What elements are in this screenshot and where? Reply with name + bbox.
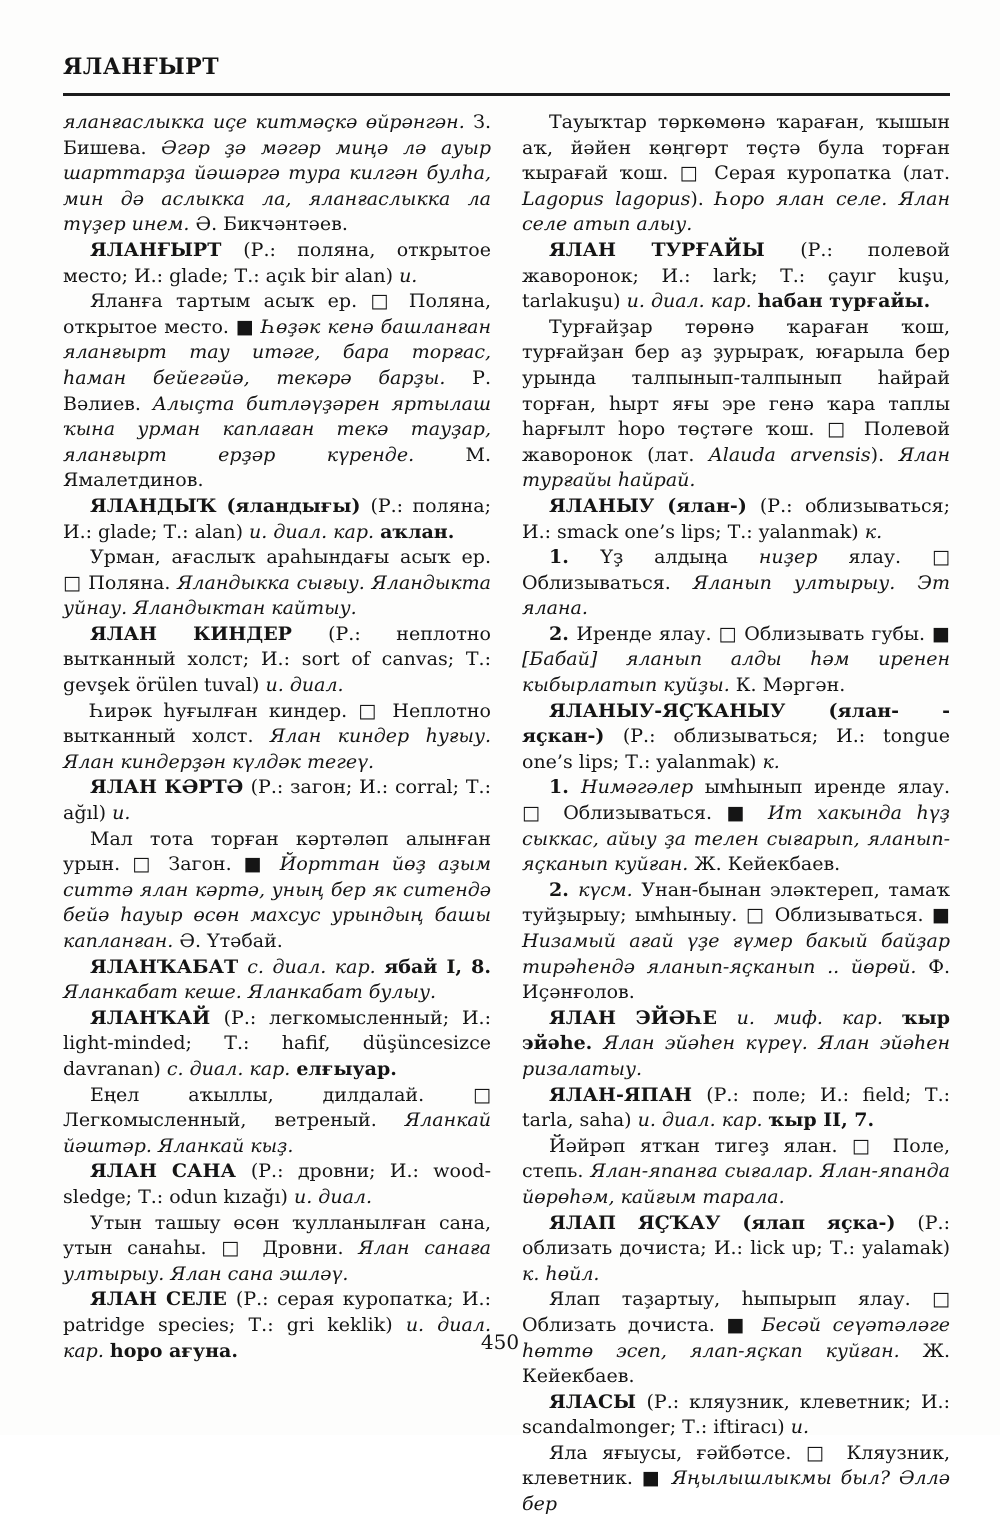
paragraph	[522, 699, 950, 776]
paragraph	[63, 110, 491, 238]
paragraph	[522, 315, 950, 494]
italic-run: Бесәй сеүәтәләге һөттө эсеп, ялап-яҫкап куйған.	[522, 1313, 951, 1362]
italic-run: Ялан санаға ултырыу. Ялан сана эшләү.	[63, 1237, 491, 1285]
bold-run: ЯЛАН-ЯПАН	[549, 1083, 707, 1106]
text-run: (Р.: загон; И.: corral; Т.: ağıl)	[63, 776, 491, 825]
bold-run: ябай I, 8.	[384, 955, 491, 978]
bold-run: ЯЛАН КИНДЕР	[90, 622, 329, 645]
header-rule	[63, 93, 950, 96]
text-run: Ә. Бикчәнтәев.	[195, 213, 348, 236]
paragraph	[522, 1134, 950, 1211]
italic-run: к.	[762, 750, 780, 773]
italic-run: и.	[112, 802, 131, 825]
italic-run: и. диал. кар.	[637, 1109, 769, 1132]
text-run: (Р.: поляна, открытое место; И.: glade; Т.: açık bir alan)	[63, 238, 491, 287]
bold-run: һоро ағуна.	[109, 1339, 238, 1362]
text-run: Ж. Кейекбаев.	[694, 853, 841, 876]
italic-run: и. миф. кар.	[736, 1006, 902, 1029]
paragraph	[63, 545, 491, 622]
text-run: Яла яғыусы, ғәйбәтсе. □ Кляузник, клеветник. ■	[522, 1441, 950, 1490]
text-run: Үҙ алдыңа	[600, 546, 759, 569]
italic-run: Әгәр ҙә мәгәр миңә лә ауыр шарттарҙа йәшәргә тура килгән булһа, мин дә аслыкка ла, яланғаслыкка ла түҙер инем.	[63, 136, 491, 236]
italic-run: и. диал. кар.	[249, 520, 381, 543]
text-run: Ялап таҙартыу, һыпырып ялау. □ Облизать дочиста. ■	[522, 1288, 950, 1336]
paragraph	[63, 1159, 491, 1210]
text-run: Иренде ялау. □ Облизывать губы. ■	[576, 622, 951, 645]
bold-run: ЯЛАСЫ	[549, 1390, 647, 1413]
italic-run: Низамый ағай үҙе ғүмер бакый байҙар тирәһендә яланып-яҫканып .. йөрөй.	[522, 930, 950, 978]
italic-run: Ялан киндер һуғыу. Ялан киндерҙән күлдәк тегеү.	[63, 725, 492, 773]
paragraph	[63, 238, 491, 289]
italic-run: Алыҫта битләүҙәрен яртылаш ҡына урман каплаған текә тауҙар, яланғырт ерҙәр күренде.	[63, 392, 491, 466]
paragraph	[522, 1390, 950, 1441]
text-run: ).	[690, 187, 716, 210]
bold-run: 2.	[549, 878, 579, 901]
bold-run: ЯЛАНҠАБАТ	[90, 955, 248, 978]
italic-run: с. диал. кар.	[166, 1057, 297, 1080]
italic-run: Ялан турғайы һайрай.	[522, 443, 950, 492]
paragraph	[522, 622, 950, 699]
page-number: 450	[480, 1330, 520, 1354]
left-column	[63, 110, 491, 1518]
paragraph	[522, 110, 950, 238]
paragraph	[63, 1006, 491, 1083]
paragraph	[63, 827, 491, 955]
bold-run: елғыуар.	[296, 1057, 397, 1080]
text-run: Р. Вәлиев.	[63, 366, 491, 415]
italic-run: [Бабай] яланып алды һәм иренен кыбырлатып куйҙы.	[522, 648, 950, 697]
text-run: (Р.: облизываться; И.: tongue one’s lips; Т.: yalanmak)	[522, 725, 950, 773]
text-run: (Р.: серая куропатка; И.: patridge species; Т.: gri keklik)	[63, 1288, 491, 1336]
italic-run: Ялан эйәһен күреү. Ялан эйәһен ризалатыу.	[522, 1032, 950, 1080]
text-run: (Р.: кляузник, клеветник; И.: scandalmonger; Т.: iftiracı)	[522, 1390, 950, 1439]
paragraph	[522, 1441, 950, 1518]
italic-run: Яланкабат кеше. Яланкабат булыу.	[63, 981, 437, 1004]
italic-run: күсм.	[578, 878, 642, 901]
paragraph	[522, 238, 950, 315]
text-run: ялау. □ Облизываться.	[522, 546, 950, 594]
paragraph	[63, 1083, 491, 1160]
text-run: Урман, ағаслыҡ араһындағы асыҡ ер. □ Поляна.	[63, 546, 491, 594]
italic-run: Һоро ялан селе. Ялан селе атып алыу.	[522, 187, 950, 236]
italic-run: и. диал. кар.	[63, 1313, 492, 1362]
text-run: Һирәк һуғылған киндер. □ Неплотно вытканный холст.	[63, 699, 491, 748]
text-run: (Р.: поле; И.: field; Т.: tarla, saha)	[522, 1083, 951, 1132]
text-run: Ж. Кейекбаев.	[522, 1339, 950, 1388]
text-run: Турғайҙар төрөнә ҡараған ҡош, турғайҙан бер аҙ ҙурыраҡ, юғарыла бер урында талпынып-талпынып һайрай торған, һырт яғы эре генә ҡара таплы һарғылт һоро төҫтәге ҡош. □ Полевой жаворонок (лат.	[522, 315, 950, 466]
bold-run: 1.	[549, 776, 582, 799]
paragraph	[63, 289, 491, 494]
italic-run: к. һөйл.	[522, 1262, 600, 1285]
bold-run: ЯЛАН ЭЙӘҺЕ	[549, 1006, 737, 1029]
bold-run: ЯЛАНЫУ (ялан-)	[549, 494, 760, 517]
paragraph	[522, 775, 950, 877]
text-run: Тауыҡтар төркөмөнә ҡараған, ҡышын аҡ, йәйен көңгөрт төҫтә була торған ҡырағай ҡош. □ Серая куропатка (лат.	[522, 111, 950, 185]
paragraph	[522, 1083, 950, 1134]
bold-run: ҡыр II, 7.	[768, 1109, 875, 1132]
paragraph	[63, 494, 491, 545]
italic-run: яланғаслыкка иҫе китмәҫкә өйрәнгән.	[63, 111, 474, 133]
text-run: М. Ямалетдинов.	[63, 443, 491, 492]
bold-run: ЯЛАН КӘРТӘ	[90, 776, 251, 799]
text-run: (Р.: неплотно вытканный холст; И.: sort of canvas; Т.: gevşek örülen tuval)	[63, 622, 492, 697]
text-run: Еңел аҡыллы, дилдалай. □ Легкомысленный, ветреный.	[63, 1083, 491, 1132]
bold-run: ЯЛАНЫУ-ЯҪҠАНЫУ (ялан- - яҫкан-)	[522, 699, 950, 748]
text-columns	[63, 110, 950, 1518]
bold-run: ЯЛАНҒЫРТ	[90, 238, 244, 261]
text-run: (Р.: облизать дочиста; И.: lick up; Т.: yalamak)	[522, 1211, 950, 1260]
paragraph	[522, 545, 950, 622]
bold-run: ЯЛАНҠАЙ	[90, 1006, 224, 1029]
paragraph	[522, 1006, 950, 1083]
paragraph	[63, 955, 491, 1006]
bold-run: ЯЛАН ТУРҒАЙЫ	[549, 238, 801, 261]
bold-run: ЯЛАН САНА	[90, 1160, 251, 1183]
italic-run: Яңылышлыкмы был? Әллә бер	[522, 1467, 950, 1516]
text-run: (Р.: легкомысленный; И.: light-minded; Т.: hafif, düşüncesizce davranan)	[63, 1006, 491, 1080]
italic-run: и. диал. кар.	[626, 290, 758, 313]
italic-run: с. диал. кар.	[247, 955, 385, 978]
paragraph	[522, 878, 950, 1006]
text-run: (Р.: облизываться; И.: smack one’s lips; Т.: yalanmak)	[522, 494, 950, 543]
text-run: Ф. Иҫәнғолов.	[522, 955, 950, 1004]
text-run: ымһынып иренде ялау. □ Облизываться. ■	[522, 776, 950, 825]
bold-run: ЯЛАП ЯҪҠАУ (ялап яҫка-)	[549, 1211, 918, 1234]
text-run: (Р.: поляна; И.: glade; Т.: alan)	[63, 494, 492, 543]
paragraph	[522, 494, 950, 545]
paragraph	[63, 622, 491, 699]
text-run: ).	[870, 443, 899, 466]
right-column	[522, 110, 950, 1518]
text-run: Унан-бынан эләктереп, тамаҡ туйҙырыу; ымһыныу. □ Облизываться. ■	[522, 878, 950, 927]
bold-run: аҡлан.	[380, 520, 455, 543]
italic-run: Яланып ултырыу. Эт ялана.	[522, 571, 950, 620]
text-run: Ә. Үтәбай.	[179, 930, 283, 952]
italic-run: Һөҙәк кенә башланған яланғырт тау итәге, бара торғас, һаман бейегәйә, текәрә барҙы.	[63, 315, 491, 389]
italic-run: Lagopus lagopus	[522, 187, 691, 210]
italic-run: и.	[399, 264, 418, 287]
bold-run: ЯЛАН СЕЛЕ	[90, 1288, 236, 1311]
italic-run: Йорттан йөҙ аҙым ситтә ялан кәртә, уның бер як ситендә бейә һауыр өсөн махсус урындың башы капланған.	[63, 853, 491, 952]
italic-run: Ит хакында һүҙ сыккас, айыу ҙа телен сығарып, яланып-яҫканып куйған.	[522, 802, 951, 876]
text-run: Утын ташыу өсөн ҡулланылған сана, утын санаһы. □ Дровни.	[63, 1211, 491, 1260]
bold-run: һабан турғайы.	[757, 290, 931, 313]
italic-run: и. диал.	[293, 1185, 373, 1208]
bold-run: 1.	[549, 546, 601, 569]
paragraph	[63, 1211, 491, 1288]
italic-run: Яландыкка сығыу. Яландыкта уйнау. Яландыктан кайтыу.	[63, 571, 491, 620]
paragraph	[522, 1211, 950, 1288]
text-run: К. Мәргән.	[735, 674, 846, 697]
bold-run: ЯЛАНДЫҠ (яландығы)	[90, 494, 371, 517]
paragraph	[63, 775, 491, 826]
text-run: Яланға тартым асыҡ ер. □ Поляна, открытое место. ■	[63, 290, 491, 338]
italic-run: ниҙер	[758, 546, 849, 569]
bold-run: ҡыр эйәһе.	[522, 1006, 950, 1055]
italic-run: Ялан-япанға сығалар. Ялан-япанда йөрөһәм, кайғым тарала.	[522, 1160, 951, 1208]
italic-run: и.	[790, 1416, 809, 1439]
bold-run: 2.	[549, 622, 577, 645]
italic-run: Alauda arvensis	[709, 443, 871, 466]
running-head: ЯЛАНҒЫРТ	[63, 54, 220, 80]
text-run: Мал тота торған кәртәләп алынған урын. □ Загон. ■	[63, 827, 491, 876]
paragraph	[63, 699, 491, 776]
text-run: (Р.: дровни; И.: wood-sledge; Т.: odun kızağı)	[63, 1160, 491, 1208]
text-run: (Р.: полевой жаворонок; И.: lark; Т.: çayır kuşu, tarlakuşu)	[522, 238, 950, 313]
italic-run: Яланкай йәштәр. Яланкай кыҙ.	[63, 1109, 491, 1157]
italic-run: и. диал.	[265, 674, 344, 697]
text-run: Йәйрәп ятҡан тигеҙ ялан. □ Поле, степь.	[522, 1134, 950, 1183]
italic-run: Нимәгәлер	[581, 776, 705, 799]
italic-run: к.	[864, 520, 883, 543]
text-run: З. Бишева.	[63, 111, 491, 159]
